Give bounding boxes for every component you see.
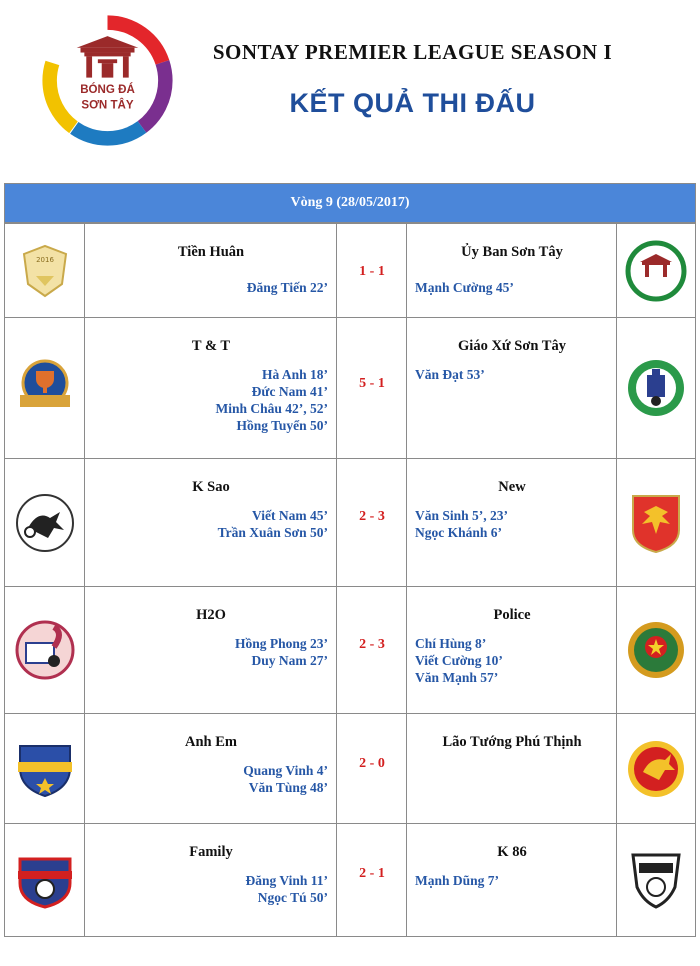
away-logo-cell [617,459,695,586]
scorer-entry: Mạnh Cường 45’ [415,280,514,295]
scorer-entry: Hồng Phong 23’ [234,636,328,651]
home-team-name: Anh Em [185,734,237,750]
away-logo-cell [617,824,695,936]
away-team-name: K 86 [497,844,527,860]
away-team-cell [407,224,617,317]
scorer-entry: Đăng Vinh 11’ [245,873,328,888]
scorer-entry: Hà Anh 18’ [261,367,328,382]
away-team-name: Police [493,607,531,623]
police-crest-icon [625,619,687,681]
away-team-cell [407,587,617,713]
scorer-entry: Duy Nam 27’ [251,653,328,668]
uy-ban-son-tay-crest-icon [625,240,687,302]
scorer-entry: Trần Xuân Sơn 50’ [217,525,328,540]
away-logo-cell [617,587,695,713]
fc-k-sao-crest-icon [14,492,76,554]
home-logo-cell [5,714,85,823]
score-cell [337,824,407,936]
away-scorers-list [415,872,499,889]
family-crest-icon [14,849,76,911]
home-scorers-list [215,366,328,434]
round-header: Vòng 9 (28/05/2017) [5,184,695,223]
home-team-cell [85,714,337,823]
home-team-name: H2O [196,607,226,623]
match-score: 2 - 3 [359,637,385,652]
away-scorers-list [415,366,485,383]
home-logo-cell [5,587,85,713]
away-team-cell [407,714,617,823]
scorer-entry: Văn Sinh 5’, 23’ [415,508,509,523]
home-team-cell [85,318,337,458]
logo-text-line1: BÓNG ĐÁ [80,84,135,97]
away-team-name: Ủy Ban Sơn Tây [461,244,563,260]
score-cell [337,318,407,458]
away-team-name: New [498,479,526,495]
page-title: KẾT QUẢ THI ĐẤU [289,88,536,118]
scorer-entry: Ngọc Tú 50’ [257,890,328,905]
logo-text-line2: SƠN TÂY [81,99,134,112]
home-logo-cell [5,824,85,936]
scorer-entry: Văn Tùng 48’ [248,780,328,795]
away-scorers-list [415,279,514,296]
home-logo-cell [5,224,85,317]
match-score: 1 - 1 [359,264,385,279]
league-title: SONTAY PREMIER LEAGUE SEASON I [212,40,613,64]
fc-tt-crest-icon [14,357,76,419]
score-cell [337,714,407,823]
score-cell [337,587,407,713]
away-team-cell [407,459,617,586]
away-team-name: Lão Tướng Phú Thịnh [442,734,582,750]
away-team-name: Giáo Xứ Sơn Tây [458,338,566,354]
scorer-entry: Chí Hùng 8’ [415,636,487,651]
new-fc-crest-icon [625,492,687,554]
home-scorers-list [243,762,328,796]
scorer-entry: Đăng Tiến 22’ [246,280,328,295]
home-scorers-list [247,279,328,296]
away-logo-cell [617,318,695,458]
giao-xu-son-tay-crest-icon [625,357,687,419]
match-score: 2 - 1 [359,866,385,881]
away-logo-cell [617,714,695,823]
home-team-cell [85,824,337,936]
home-scorers-list [245,872,328,906]
away-scorers-list [415,507,508,541]
scorer-entry: Văn Đạt 53’ [415,367,485,382]
home-logo-cell [5,318,85,458]
home-team-name: T & T [191,338,231,354]
results-table [4,183,696,937]
match-row [5,823,695,936]
away-team-cell [407,824,617,936]
home-team-cell [85,587,337,713]
scorer-entry: Viết Cường 10’ [415,653,503,668]
match-row [5,458,695,586]
away-logo-cell [617,224,695,317]
home-team-name: Tiền Huân [177,244,245,260]
match-score: 5 - 1 [359,376,385,391]
tien-huan-crest-icon [14,240,76,302]
score-cell [337,459,407,586]
scorer-entry: Hồng Tuyển 50’ [236,418,328,433]
fc-k86-crest-icon [625,849,687,911]
home-logo-cell [5,459,85,586]
match-score: 2 - 0 [359,756,385,771]
h2o-club-crest-icon [14,619,76,681]
scorer-entry: Mạnh Dũng 7’ [415,873,500,888]
score-cell [337,224,407,317]
match-row [5,713,695,823]
scorer-entry: Quang Vinh 4’ [243,763,328,778]
home-team-name: K Sao [192,479,230,495]
page-header [0,0,700,160]
match-row [5,586,695,713]
scorer-entry: Đức Nam 41’ [251,384,328,399]
match-row [5,223,695,317]
scorer-entry: Viết Nam 45’ [252,508,328,523]
home-scorers-list [235,635,328,669]
match-score: 2 - 3 [359,509,385,524]
bong-da-son-tay-logo [40,13,175,148]
home-team-name: Family [189,844,233,860]
match-list [5,223,695,936]
scorer-entry: Văn Mạnh 57’ [415,670,499,685]
scorer-entry: Ngọc Khánh 6’ [415,525,503,540]
home-team-cell [85,459,337,586]
svg-text:2016: 2016 [35,255,54,264]
home-scorers-list [218,507,328,541]
match-row [5,317,695,458]
fc-anh-em-crest-icon [14,738,76,800]
lao-tuong-phu-thinh-crest-icon [625,738,687,800]
away-scorers-list [415,635,503,686]
away-team-cell [407,318,617,458]
home-team-cell [85,224,337,317]
scorer-entry: Minh Châu 42’, 52’ [215,401,328,416]
